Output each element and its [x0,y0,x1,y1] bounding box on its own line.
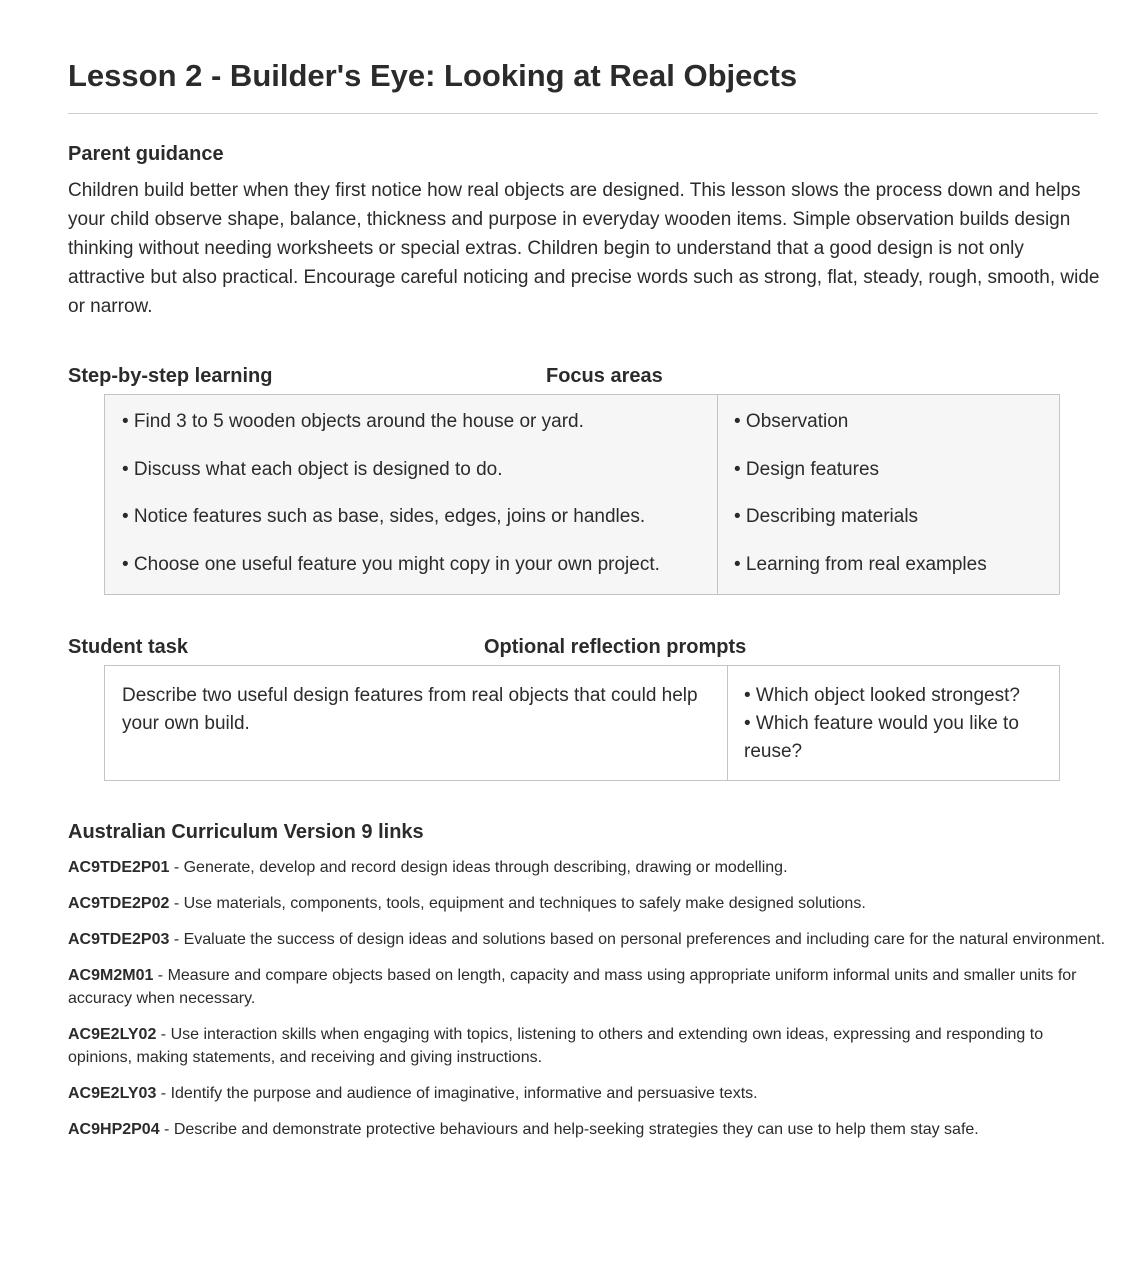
steps-focus-table [104,394,1060,595]
curriculum-description: - Use materials, components, tools, equipment and techniques to safely make designed solutions. [169,895,866,912]
step-item: • Choose one useful feature you might copy in your own project. [122,553,660,575]
curriculum-code: AC9E2LY02 [68,1026,157,1043]
focus-item: • Describing materials [734,506,919,527]
curriculum-code: AC9TDE2P02 [68,895,170,912]
student-task-heading: Student task [68,636,189,658]
reflection-item: • Which object looked strongest? [744,685,1020,706]
curriculum-links [68,856,1108,1154]
curriculum-item [68,964,1108,1010]
focus-areas-heading: Focus areas [546,365,663,387]
curriculum-description: - Describe and demonstrate protective behaviours and help-seeking strategies they can use to help them stay safe. [159,1121,979,1138]
reflection-column [728,666,1059,780]
task-column [105,666,728,780]
curriculum-item [68,892,1108,915]
curriculum-item [68,928,1108,951]
parent-guidance-heading: Parent guidance [68,143,224,165]
curriculum-item [68,856,1108,879]
curriculum-code: AC9HP2P04 [68,1121,160,1138]
steps-heading: Step-by-step learning [68,365,273,387]
curriculum-heading: Australian Curriculum Version 9 links [68,821,424,843]
step-item: • Find 3 to 5 wooden objects around the house or yard. [122,411,584,432]
steps-column [105,395,718,594]
curriculum-item [68,1082,1108,1105]
curriculum-description: - Generate, develop and record design ideas through describing, drawing or modelling. [169,859,788,876]
task-reflection-table [104,665,1060,781]
reflection-list [744,682,1059,766]
step-item: • Discuss what each object is designed to do. [122,458,503,480]
curriculum-description: - Identify the purpose and audience of imaginative, informative and persuasive texts. [156,1085,758,1102]
title-divider [68,113,1098,114]
curriculum-description: - Evaluate the success of design ideas and solutions based on personal preferences and including care for the natural environment. [169,931,1106,948]
curriculum-code: AC9TDE2P01 [68,859,170,876]
curriculum-code: AC9M2M01 [68,967,154,984]
curriculum-description: - Measure and compare objects based on length, capacity and mass using appropriate uniform informal units and smaller units for accuracy when necessary. [68,967,1077,1007]
parent-guidance-text: Children build better when they first notice how real objects are designed. This lesson slows the process down and helps your child observe shape, balance, thickness and purpose in everyday wooden items. Simple observation builds design thinking without needing worksheets or special extras. Children begin to understand that a good design is not only attractive but also practical. Encourage careful noticing and precise words such as strong, flat, steady, rough, smooth, wide or narrow. [68,180,1100,317]
step-item: • Notice features such as base, sides, edges, joins or handles. [122,506,646,527]
focus-item: • Learning from real examples [734,553,987,575]
curriculum-item [68,1118,1108,1141]
focus-item: • Observation [734,411,849,432]
steps-list [122,411,717,601]
focus-item: • Design features [734,458,880,480]
reflection-item: • Which feature would you like to reuse? [744,713,1019,762]
curriculum-item [68,1023,1108,1069]
curriculum-code: AC9TDE2P03 [68,931,170,948]
focus-list [734,411,1059,601]
page-title: Lesson 2 - Builder's Eye: Looking at Real Objects [68,58,798,93]
curriculum-code: AC9E2LY03 [68,1085,157,1102]
focus-column [718,395,1059,594]
student-task-text: Describe two useful design features from real objects that could help your own build. [122,685,698,734]
reflection-heading: Optional reflection prompts [484,636,747,658]
curriculum-description: - Use interaction skills when engaging with topics, listening to others and extending own ideas, expressing and responding to opinions, making statements, and receiving and giving instructions. [68,1026,1044,1066]
